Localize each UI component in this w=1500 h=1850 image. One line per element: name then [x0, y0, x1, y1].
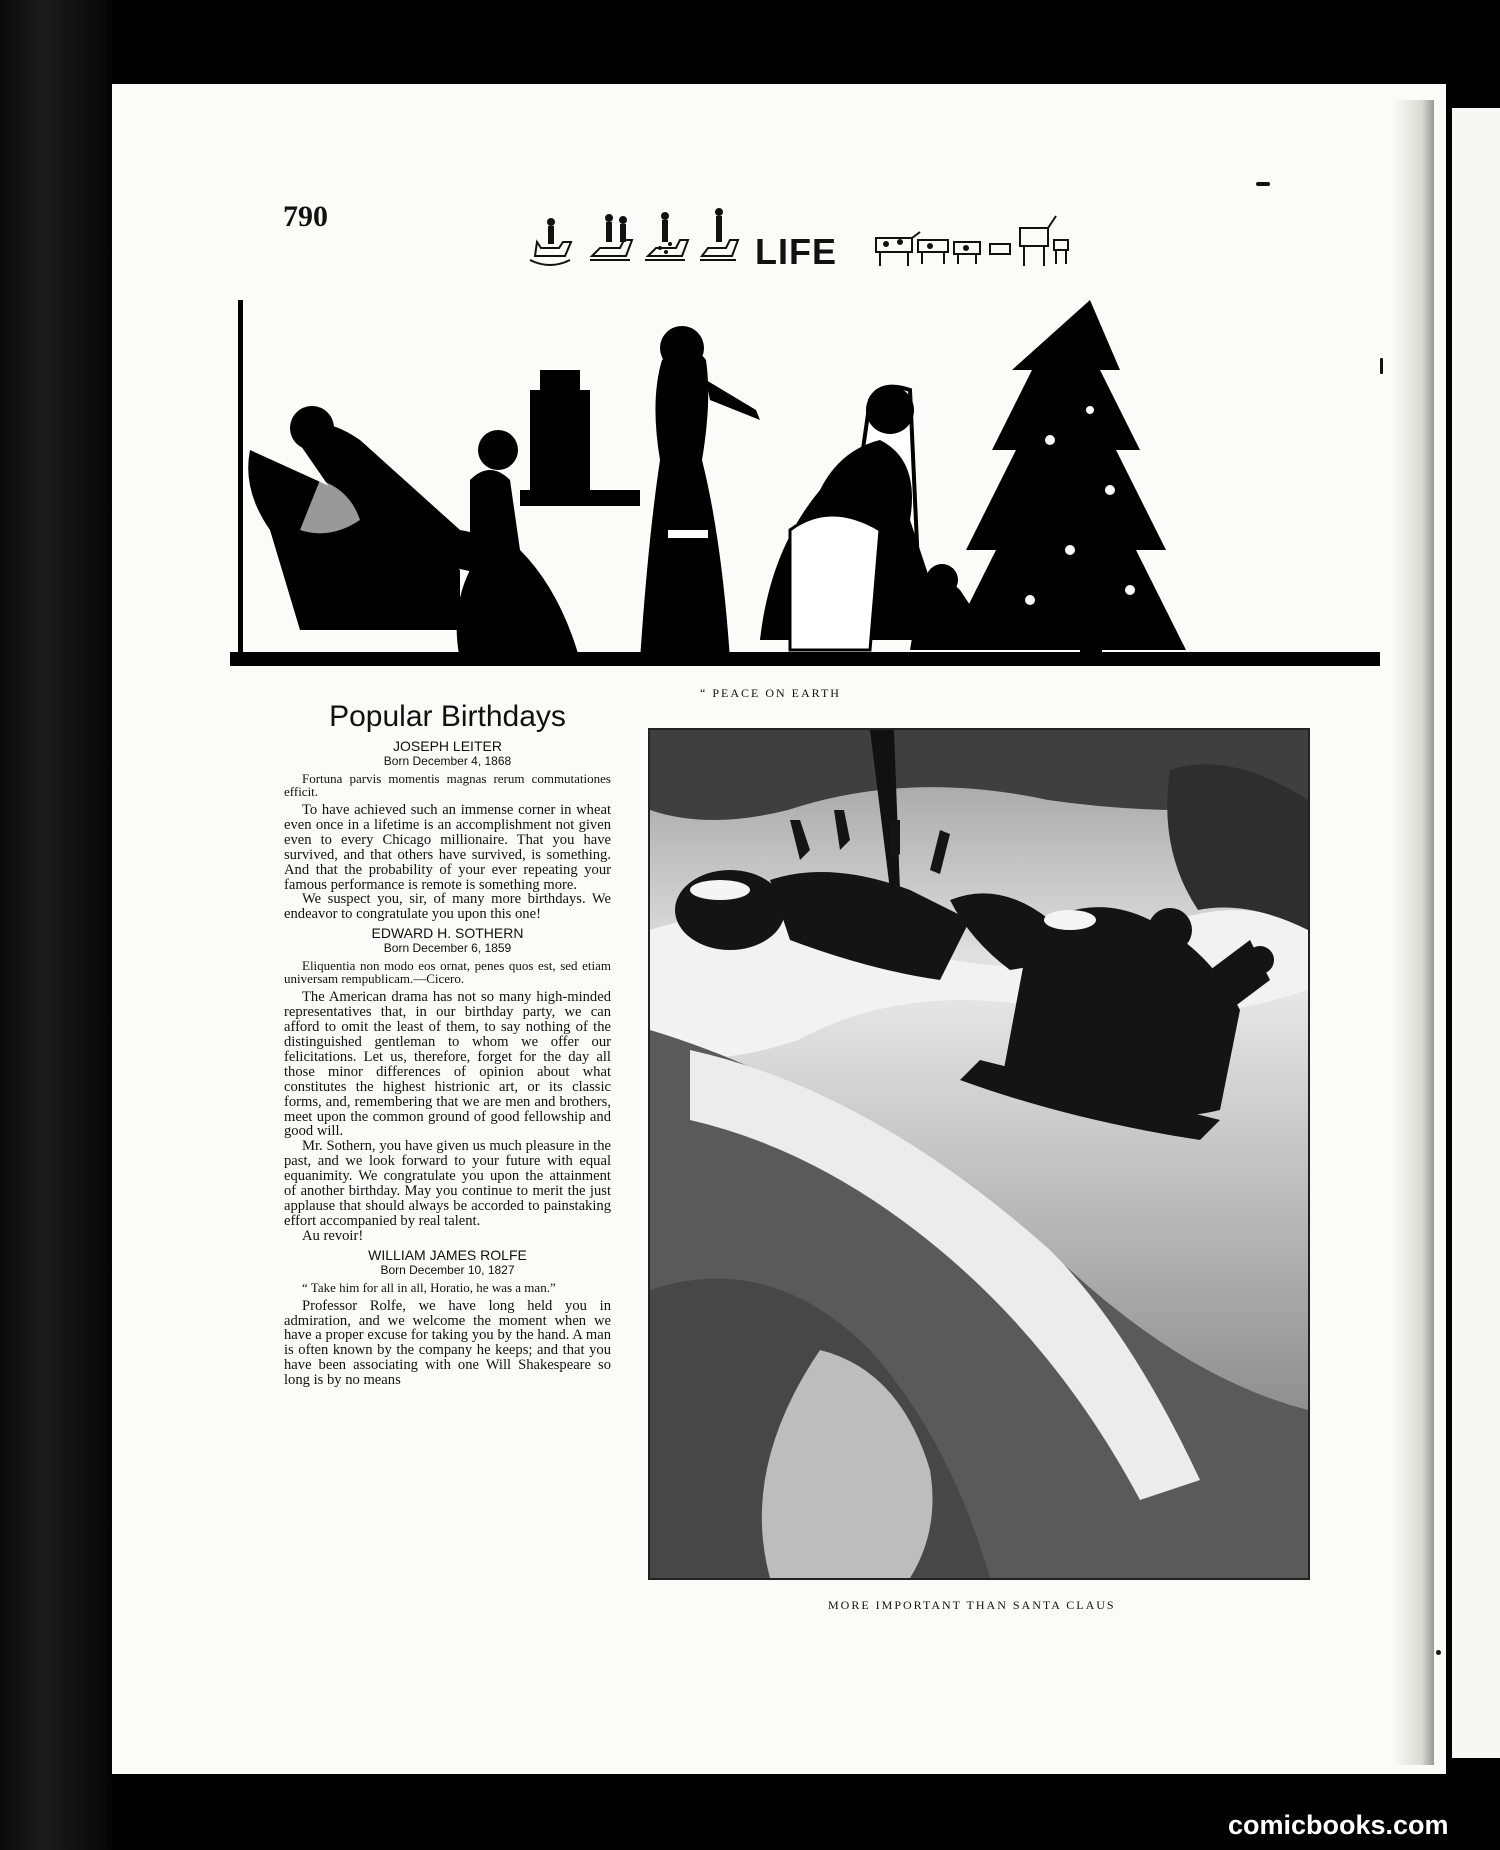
popular-birthdays-article — [284, 700, 611, 1388]
section-motto: Eliquentia non modo eos ornat, penes quos est, sed etiam universam rempublicam.—Cicero. — [284, 958, 611, 987]
page-curl-shadow — [1392, 100, 1434, 1765]
section-paragraph: Professor Rolfe, we have long held you in admiration, and we welcome the moment when we have a proper excuse for taking you by the hand. A man is often known by the company he keeps; and that you have been associating with one Will Shakespeare so long is by no means — [284, 1297, 611, 1389]
section-paragraph: Mr. Sothern, you have given us much pleasure in the past, and we look forward to your future with equal equanimity. We congratulate you upon the attainment of another birthday. May you continue to merit the just applause that should always be accorded to painstaking effort accompanied by real talent. — [284, 1138, 611, 1229]
section-motto: Fortuna parvis momentis magnas rerum commutationes efficit. — [284, 771, 611, 799]
section-born-date: Born December 4, 1868 — [383, 754, 512, 768]
masthead-title: LIFE — [755, 231, 837, 272]
section-edward-h-sothern — [284, 925, 611, 1243]
margin-mark — [1256, 182, 1270, 186]
section-motto: “ Take him for all in all, Horatio, he was a man.” — [302, 1279, 556, 1295]
section-name: JOSEPH LEITER — [393, 738, 502, 754]
peace-on-earth-silhouette — [230, 290, 1390, 670]
toy-animals-right-icon — [870, 198, 1070, 278]
masthead — [520, 198, 1070, 278]
section-paragraph: Au revoir! — [302, 1227, 364, 1244]
section-born-date: Born December 6, 1859 — [383, 941, 512, 956]
section-william-james-rolfe — [284, 1247, 611, 1388]
facing-page-edge — [1452, 108, 1500, 1758]
margin-mark — [1436, 1650, 1441, 1655]
section-paragraph: We suspect you, sir, of many more birthdays. We endeavor to congratulate you upon this one! — [284, 891, 611, 923]
section-name: EDWARD H. SOTHERN — [371, 925, 524, 942]
section-paragraph: To have achieved such an immense corner in wheat even once in a lifetime is an accomplishment not given even to every Chicago millionaire. That you have survived, and that others have survived, is something. And that the probability of your ever repeating your famous performance is remote is something more. — [284, 802, 611, 893]
section-paragraph: The American drama has not so many high-minded representatives that, in our birthday party, we can afford to omit the least of them, to say nothing of the distinguished gentleman to whom we offer our felicitations. Let us, therefore, forget for the day all those minor differences of opinion about what constitutes the highest histrionic art, or its classic forms, and, remembering that we are men and brothers, meet upon the common ground of good fellowship and good will. — [284, 989, 611, 1140]
margin-mark — [1380, 358, 1383, 374]
bottom-illustration-caption: MORE IMPORTANT THAN SANTA CLAUS — [828, 1598, 1116, 1612]
section-born-date: Born December 10, 1827 — [380, 1262, 515, 1277]
watermark: comicbooks.com — [1228, 1810, 1449, 1840]
section-name: WILLIAM JAMES ROLFE — [368, 1246, 527, 1263]
sleigh-scene-drawing — [650, 730, 1308, 1578]
scanner-spine-shadow — [0, 0, 112, 1850]
article-title: Popular Birthdays — [329, 700, 566, 733]
top-illustration-caption: “ PEACE ON EARTH — [700, 686, 841, 700]
santa-sleigh-illustration — [648, 728, 1310, 1580]
page-number: 790 — [283, 200, 328, 233]
toy-horses-left-icon — [520, 198, 740, 278]
section-joseph-leiter — [284, 738, 611, 922]
